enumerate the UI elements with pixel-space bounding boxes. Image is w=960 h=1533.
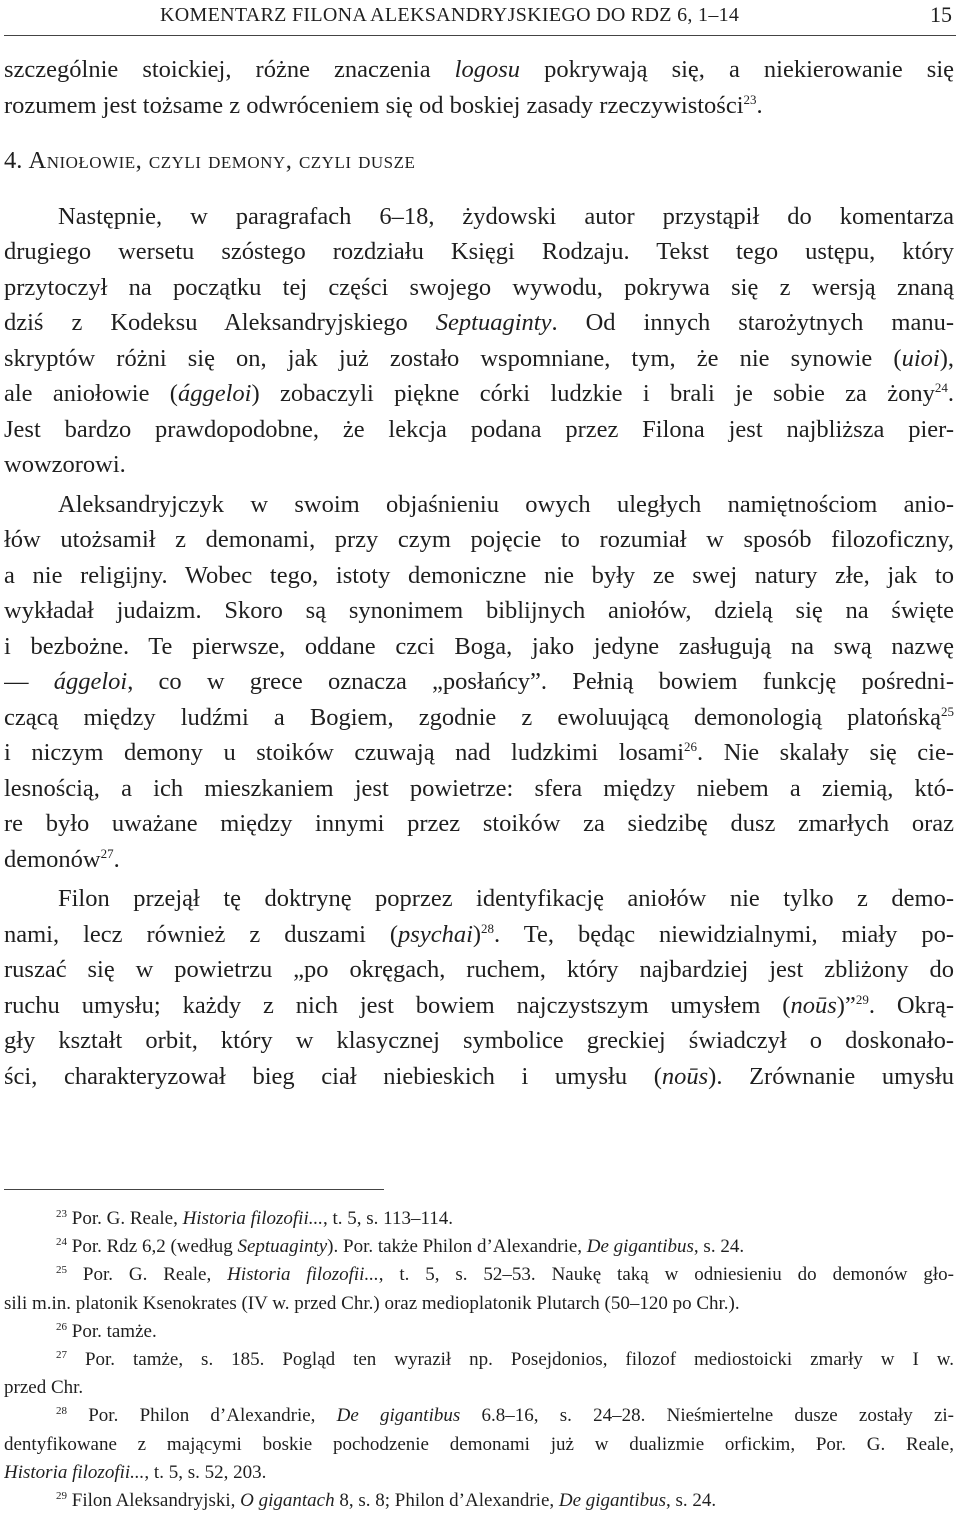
footnote-27: $^{27}$ Por. tamże, s. 185. Pogląd ten wyraził np. Posejdonios, filozof mediostoicki zmarły w I w. bbox=[56, 1348, 954, 1370]
running-title: KOMENTARZ FILONA ALEKSANDRYJSKIEGO DO RDZ 6, 1–14 bbox=[160, 4, 740, 26]
footnote-29: $^{29}$ Filon Aleksandryjski, O gigantach 8, s. 8; Philon d’Alexandrie, De gigantibus, s. 24. bbox=[56, 1489, 717, 1511]
text-line: lesnością, a ich mieszkaniem jest powietrze: sfera między niebem a ziemią, któ- bbox=[4, 774, 954, 802]
text-line: skryptów różni się on, jak już zostało wspomniane, tym, że nie synowie (uioi), bbox=[4, 344, 954, 372]
text-line: Jest bardzo prawdopodobne, że lekcja podana przez Filona jest najbliższa pier- bbox=[4, 415, 954, 443]
running-head bbox=[0, 0, 960, 36]
text-line: ruchu umysłu; każdy z nich jest bowiem najczystszym umysłem (noūs)”$^{29}$. Okrą- bbox=[4, 991, 954, 1019]
text-line: demonów$^{27}$. bbox=[4, 845, 120, 873]
text-line: nami, lecz również z duszami (psychai)$^{28}$. Te, będąc niewidzialnymi, miały po- bbox=[4, 920, 954, 948]
header-rule bbox=[4, 35, 956, 36]
text-line: i niczym demony u stoików czuwają nad ludzkimi losami$^{26}$. Nie skalały się cie- bbox=[4, 739, 954, 766]
text-line: Następnie, w paragrafach 6–18, żydowski autor przystąpił do komentarza bbox=[58, 202, 954, 230]
text-line: Filon przejął tę doktrynę poprzez identyfikację aniołów nie tylko z demo- bbox=[58, 885, 954, 912]
text-line: rozumem jest tożsame z odwróceniem się od boskiej zasady rzeczywistości$^{23}$. bbox=[4, 91, 763, 119]
text-line: re było uważane między innymi przez stoików za siedzibę dusz zmarłych oraz bbox=[4, 810, 954, 837]
footnote-ref[interactable]: 25 bbox=[941, 703, 954, 719]
footnote-ref[interactable]: 23 bbox=[743, 91, 757, 107]
footnote-28-cont: dentyfikowane z mającymi boskie pochodzenie demonami już w dualizmie orfickim, Por. G. Reale, bbox=[4, 1433, 954, 1455]
footnote-ref[interactable]: 29 bbox=[855, 991, 869, 1007]
spacer bbox=[4, 123, 954, 143]
text-line: ale aniołowie (ággeloi) zobaczyli piękne córki ludzkie i brali je sobie za żony$^{24}$. bbox=[4, 380, 954, 407]
text-line: przytoczył na początku tej części swojego wywodu, pokrywa się z wersją znaną bbox=[4, 273, 954, 301]
footnote-25-cont: sili m.in. platonik Ksenokrates (IV w. przed Chr.) oraz medioplatonik Plutarch (50–120 po Chr.). bbox=[4, 1292, 740, 1314]
main-text bbox=[4, 52, 954, 1094]
text-line: wykładał judaizm. Skoro są synonimem biblijnych aniołów, dzielą się na święte bbox=[4, 597, 954, 624]
page-number: 15 bbox=[930, 2, 952, 27]
footnote-ref[interactable]: 28 bbox=[481, 920, 495, 936]
section-title: Aniołowie, czyli demony, czyli dusze bbox=[28, 147, 416, 174]
section-heading bbox=[4, 143, 954, 179]
footnote-26: $^{26}$ Por. tamże. bbox=[56, 1320, 157, 1342]
text-line: ruszać się w powietrzu „po okręgach, ruchem, który najbardziej jest zbliżony do bbox=[4, 956, 954, 983]
text-line: czącą między ludźmi a Bogiem, zgodnie z ewoluującą demonologią platońską$^{25}$ bbox=[4, 703, 954, 731]
footnote-23: $^{23}$ Por. G. Reale, Historia filozofii..., t. 5, s. 113–114. bbox=[56, 1208, 454, 1229]
section-number: 4. bbox=[4, 147, 23, 174]
text-line: — ággeloi, co w grece oznacza „posłańcy”. Pełnią bowiem funkcję pośredni- bbox=[4, 668, 954, 695]
footnote-28: $^{28}$ Por. Philon d’Alexandrie, De gigantibus 6.8–16, s. 24–28. Nieśmiertelne dusze zostały zi- bbox=[56, 1405, 954, 1427]
footnote-ref[interactable]: 26 bbox=[684, 739, 698, 754]
footnote-rule bbox=[4, 1189, 384, 1190]
text-line: drugiego wersetu szóstego rozdziału Księgi Rodzaju. Tekst tego ustępu, który bbox=[4, 238, 954, 265]
text-line: gły kształt orbit, który w klasycznej symbolice greckiej świadczył o doskonało- bbox=[4, 1027, 954, 1054]
text-line: Aleksandryjczyk w swoim objaśnieniu owych uległych namiętnościom anio- bbox=[58, 490, 954, 518]
footnotes bbox=[4, 1205, 954, 1515]
spacer bbox=[4, 179, 954, 199]
footnote-ref[interactable]: 27 bbox=[100, 845, 114, 861]
footnote-24: $^{24}$ Por. Rdz 6,2 (według Septuaginty). Por. także Philon d’Alexandrie, De gigantibus, s. 24. bbox=[56, 1236, 745, 1258]
text-line: dziś z Kodeksu Aleksandryjskiego Septuaginty. Od innych starożytnych manu- bbox=[4, 309, 954, 336]
text-line: i bezbożne. Te pierwsze, oddane czci Boga, jako jedyne zasługują na swą nazwę bbox=[4, 632, 954, 660]
footnote-25: $^{25}$ Por. G. Reale, Historia filozofii..., t. 5, s. 52–53. Naukę taką w odniesieniu do demonów gło- bbox=[56, 1264, 954, 1286]
text-line: wowzorowi. bbox=[4, 451, 126, 478]
footnote-ref[interactable]: 24 bbox=[934, 380, 948, 395]
text-line: a nie religijny. Wobec tego, istoty demoniczne nie były ze swej natury złe, jak to bbox=[4, 561, 954, 589]
footnote-28-cont2: Historia filozofii..., t. 5, s. 52, 203. bbox=[4, 1461, 267, 1483]
text-line: ści, charakteryzował bieg ciał niebieskich i umysłu (noūs). Zrównanie umysłu bbox=[4, 1062, 954, 1090]
text-line: szczególnie stoickiej, różne znaczenia logosu pokrywają się, a niekierowanie się bbox=[4, 56, 954, 83]
text-line: łów utożsamił z demonami, przy czym pojęcie to rozumiał w sposób filozoficzny, bbox=[4, 526, 954, 553]
footnote-27-cont: przed Chr. bbox=[4, 1377, 84, 1399]
